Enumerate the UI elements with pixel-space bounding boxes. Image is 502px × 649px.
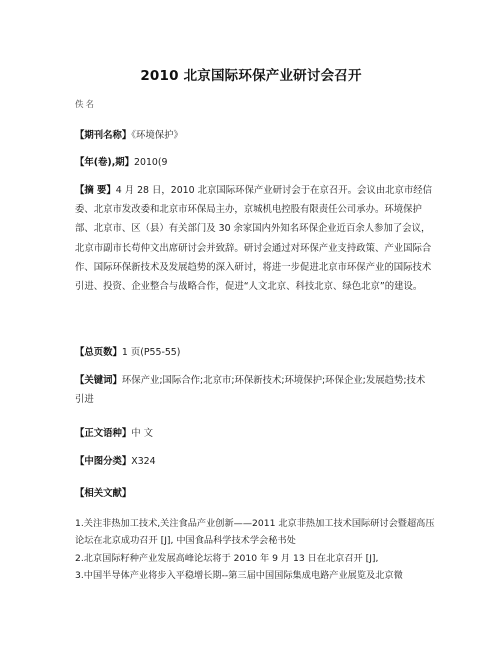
abstract-text: 4 月 28 日，2010 北京国际环保产业研讨会于在京召开。会议由北京市经信委、北京市发改委和北京市环保局主办，京城机电控股有限责任公司承办。环境保护部、北京市、区（县）有关部门及 30 余家国内外知名环保企业近百余人参加了会议，北京市副市长苟仲文出席研讨会并致辞。研讨会通过对环保产业支持政策、产业国际合作、国际环保新技术及发展趋势的深入研讨，将进一步促进北京市环保产业的国际技术引进、投资、企业整合与战略合作，促进“人文北京、科技北京、绿色北京”的建设。 — [75, 185, 432, 293]
keywords-field — [75, 371, 433, 409]
ref-item[interactable]: 1.关注非热加工技术,关注食品产业创新——2011 北京非热加工技术国际研讨会暨超高压论坛在北京成功召开 [J], 中国食品科学技术学会秘书处 — [75, 518, 435, 547]
journal-label: 【期刊名称】 — [75, 130, 132, 141]
language-value: 中 文 — [131, 428, 153, 439]
issue-label: 【年(卷),期】 — [75, 157, 135, 168]
journal-value: 《环境保护》 — [131, 130, 183, 141]
author: 佚名 — [75, 100, 97, 110]
abstract-field — [75, 181, 433, 296]
pages-label: 【总页数】 — [75, 347, 122, 358]
classification-field — [75, 452, 433, 471]
language-label: 【正文语种】 — [75, 428, 132, 439]
pages-value: 1 页(P55-55) — [121, 347, 181, 358]
journal-field — [75, 126, 433, 145]
language-field — [75, 424, 433, 443]
related-refs-list — [75, 515, 435, 584]
issue-field — [75, 153, 433, 172]
keywords-value: 环保产业;国际合作;北京市;环保新技术;环境保护;环保企业;发展趋势;技术引进 — [75, 375, 426, 406]
ref-item[interactable]: 2.北京国际籽种产业发展高峰论坛将于 2010 年 9 月 13 日在北京召开 [J], — [75, 552, 379, 564]
issue-value: 2010(9 — [134, 157, 168, 168]
document-title: 2010 北京国际环保产业研讨会召开 — [140, 68, 362, 84]
abstract-label: 【摘 要】 — [75, 185, 116, 196]
classification-label: 【中图分类】 — [75, 456, 132, 467]
related-refs-heading: 【相关文献】 — [75, 488, 132, 499]
pages-field — [75, 343, 433, 362]
ref-item[interactable]: 3.中国半导体产业将步入平稳增长期--第三届中国国际集成电路产业展览及北京微 — [75, 569, 403, 581]
classification-value: X324 — [131, 456, 156, 467]
keywords-label: 【关键词】 — [75, 375, 122, 386]
